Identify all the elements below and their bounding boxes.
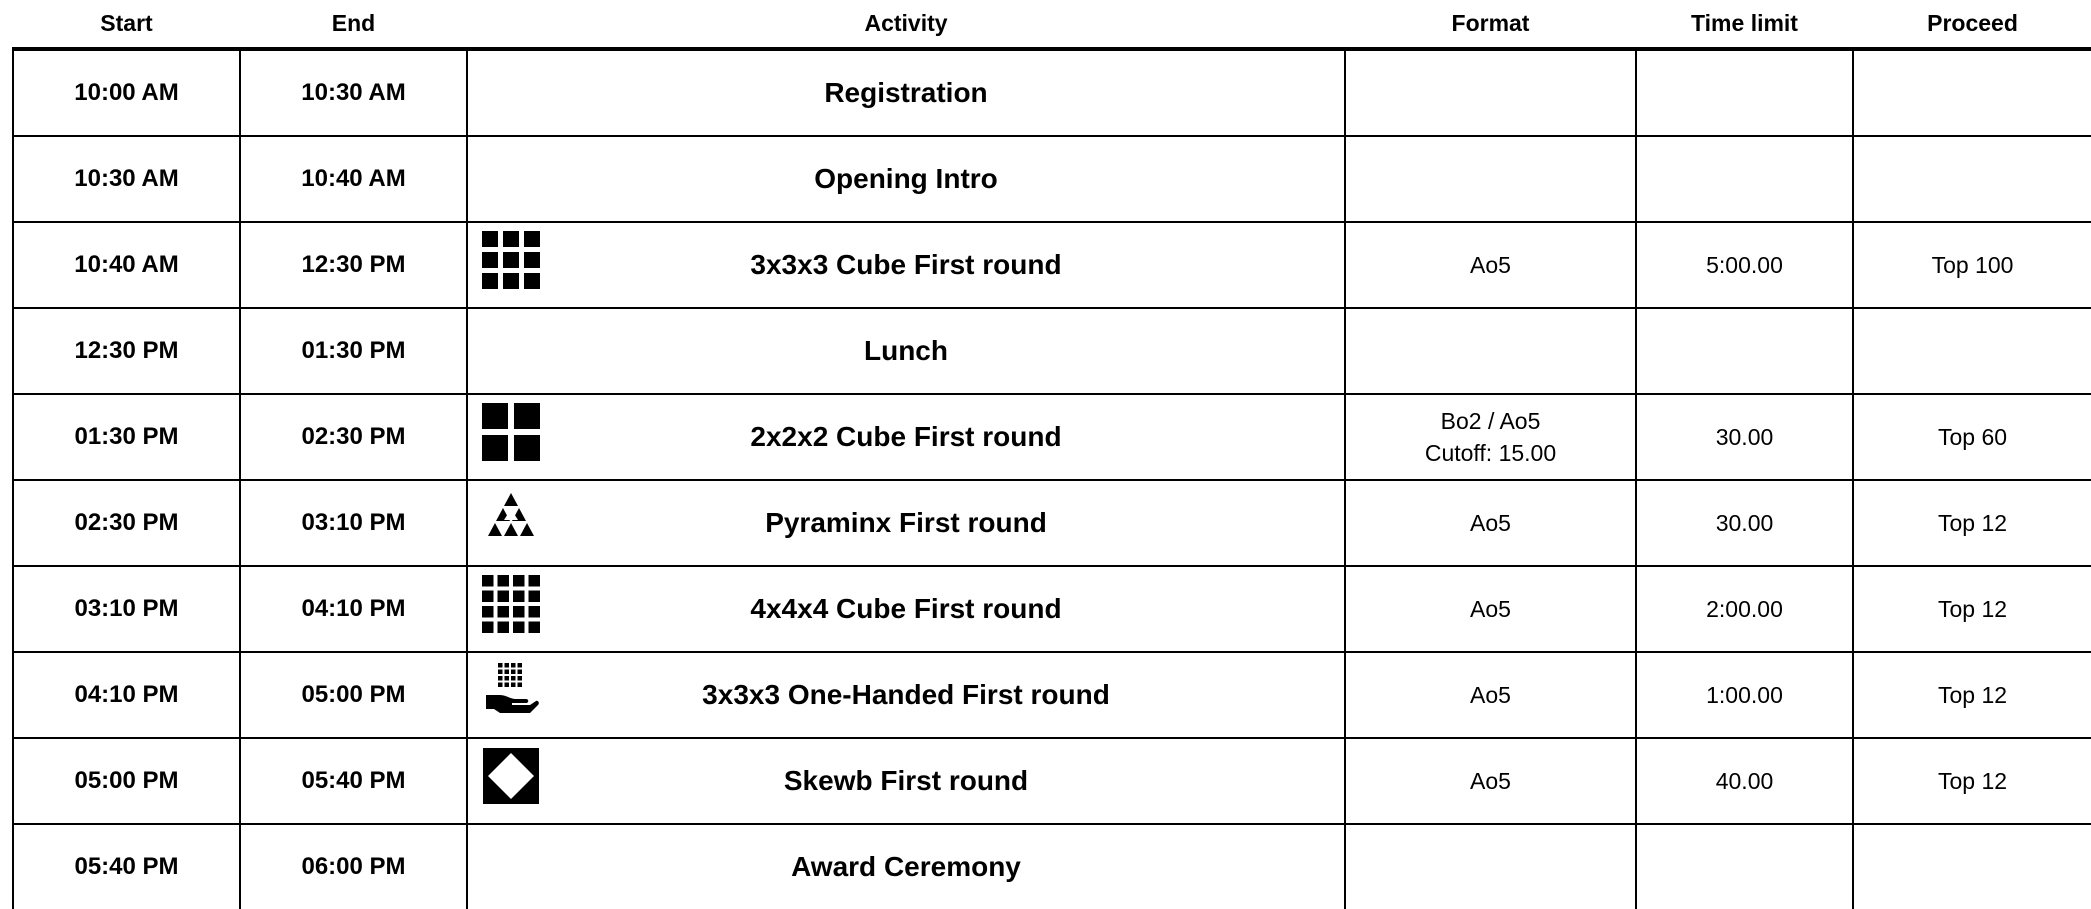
table-row [13, 394, 2091, 480]
time-limit: 5:00.00 [1636, 222, 1853, 308]
format-cutoff: Cutoff: 15.00 [1424, 440, 1557, 466]
proceed [1853, 136, 2091, 222]
pyraminx-icon [482, 489, 540, 547]
activity-name: Opening Intro [814, 163, 998, 194]
proceed: Top 60 [1853, 394, 2091, 480]
proceed [1853, 49, 2091, 136]
activity-cell [467, 824, 1345, 909]
start-time: 05:40 PM [13, 824, 240, 909]
proceed: Top 12 [1853, 738, 2091, 824]
table-row [13, 222, 2091, 308]
table-row [13, 49, 2091, 136]
activity-name: Lunch [864, 335, 948, 366]
header-proceed: Proceed [1853, 0, 2091, 49]
activity-cell [467, 308, 1345, 394]
format-value: Ao5 [1470, 682, 1511, 708]
time-limit: 30.00 [1636, 394, 1853, 480]
header-end: End [240, 0, 467, 49]
activity-name: 3x3x3 One-Handed First round [702, 679, 1110, 710]
end-time: 05:00 PM [240, 652, 467, 738]
time-limit: 2:00.00 [1636, 566, 1853, 652]
time-limit [1636, 136, 1853, 222]
format-cell [1345, 222, 1636, 308]
header-row [13, 0, 2091, 49]
start-time: 05:00 PM [13, 738, 240, 824]
start-time: 10:40 AM [13, 222, 240, 308]
time-limit: 30.00 [1636, 480, 1853, 566]
format-cell [1345, 566, 1636, 652]
format-cell [1345, 308, 1636, 394]
proceed: Top 100 [1853, 222, 2091, 308]
format-cell [1345, 738, 1636, 824]
activity-name: Registration [824, 77, 988, 108]
table-row [13, 738, 2091, 824]
activity-name: Pyraminx First round [765, 507, 1047, 538]
activity-name: Award Ceremony [791, 851, 1021, 882]
time-limit [1636, 824, 1853, 909]
format-value: Ao5 [1470, 596, 1511, 622]
one-handed-icon [482, 661, 540, 719]
start-time: 10:00 AM [13, 49, 240, 136]
table-row [13, 480, 2091, 566]
end-time: 01:30 PM [240, 308, 467, 394]
end-time: 06:00 PM [240, 824, 467, 909]
activity-name: 4x4x4 Cube First round [750, 593, 1062, 624]
table-row [13, 136, 2091, 222]
header-format: Format [1345, 0, 1636, 49]
format-value: Ao5 [1470, 768, 1511, 794]
start-time: 02:30 PM [13, 480, 240, 566]
header-time-limit: Time limit [1636, 0, 1853, 49]
cube-2x2-icon [482, 403, 540, 461]
end-time: 05:40 PM [240, 738, 467, 824]
start-time: 12:30 PM [13, 308, 240, 394]
end-time: 12:30 PM [240, 222, 467, 308]
format-cell [1345, 136, 1636, 222]
schedule-table [12, 0, 2091, 909]
end-time: 04:10 PM [240, 566, 467, 652]
start-time: 04:10 PM [13, 652, 240, 738]
table-row [13, 308, 2091, 394]
table-row [13, 652, 2091, 738]
activity-name: 3x3x3 Cube First round [750, 249, 1062, 280]
end-time: 10:30 AM [240, 49, 467, 136]
activity-cell [467, 136, 1345, 222]
proceed [1853, 824, 2091, 909]
header-activity: Activity [467, 0, 1345, 49]
format-cell [1345, 394, 1636, 480]
activity-cell [467, 480, 1345, 566]
end-time: 02:30 PM [240, 394, 467, 480]
time-limit: 1:00.00 [1636, 652, 1853, 738]
proceed: Top 12 [1853, 480, 2091, 566]
table-row [13, 824, 2091, 909]
cube-4x4-icon [482, 575, 540, 633]
format-value: Ao5 [1470, 510, 1511, 536]
end-time: 10:40 AM [240, 136, 467, 222]
time-limit [1636, 308, 1853, 394]
activity-cell [467, 49, 1345, 136]
format-cell [1345, 480, 1636, 566]
schedule-header [13, 0, 2091, 49]
activity-name: Skewb First round [783, 765, 1029, 796]
format-cell [1345, 49, 1636, 136]
format-value: Ao5 [1470, 252, 1511, 278]
format-cell [1345, 652, 1636, 738]
schedule-body [13, 49, 2091, 909]
start-time: 03:10 PM [13, 566, 240, 652]
start-time: 10:30 AM [13, 136, 240, 222]
end-time: 03:10 PM [240, 480, 467, 566]
activity-cell [467, 652, 1345, 738]
header-start: Start [13, 0, 240, 49]
start-time: 01:30 PM [13, 394, 240, 480]
activity-cell [467, 566, 1345, 652]
activity-cell [467, 222, 1345, 308]
activity-cell [467, 394, 1345, 480]
format-value: Bo2 / Ao5 [1440, 408, 1541, 434]
proceed: Top 12 [1853, 652, 2091, 738]
cube-3x3-icon [482, 231, 540, 289]
time-limit [1636, 49, 1853, 136]
proceed: Top 12 [1853, 566, 2091, 652]
activity-cell [467, 738, 1345, 824]
skewb-icon [482, 747, 540, 805]
format-cell [1345, 824, 1636, 909]
time-limit: 40.00 [1636, 738, 1853, 824]
activity-name: 2x2x2 Cube First round [750, 421, 1062, 452]
proceed [1853, 308, 2091, 394]
table-row [13, 566, 2091, 652]
